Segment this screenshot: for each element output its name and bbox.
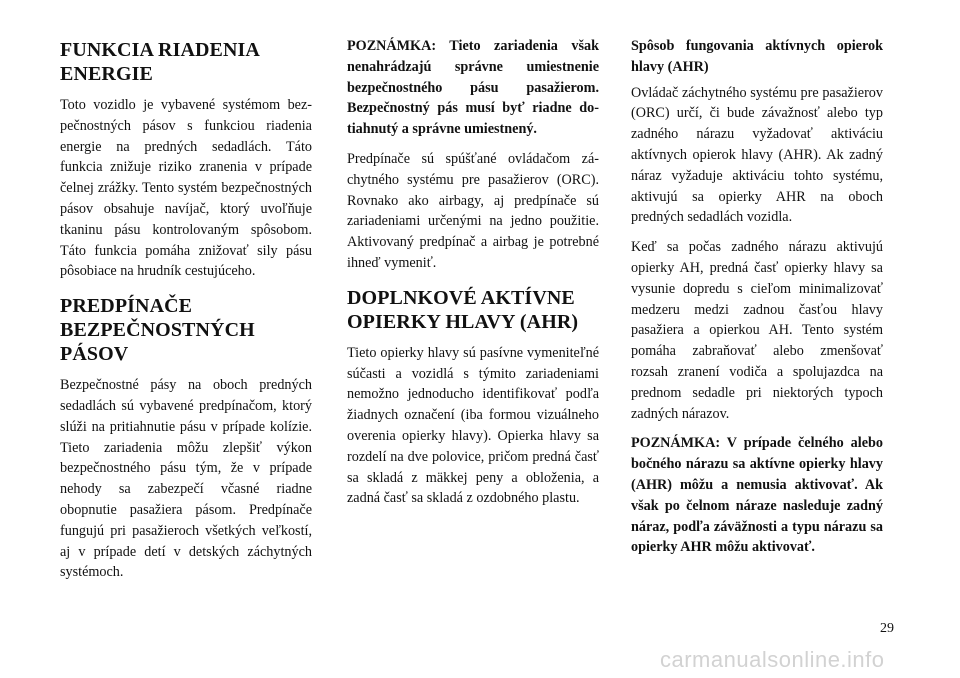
section-heading-pretensioners: PREDPÍNAČE BEZPEČNOSTNÝCH PÁSOV xyxy=(60,295,255,366)
ahr-activation-paragraph: Ovládač záchytného systému pre pasažierov (ORC) určí, či bude závažnosť alebo typ zadného nárazu vyžadovať aktiváciu aktívnych opierok hlavy (AHR). Ak zadný náraz vyžaduje aktiváciu tohto systému, aktivujú sa opierky AHR na oboch predných sedadlách vozidla. xyxy=(631,84,883,226)
subheading-ahr-operation: Spôsob fungovania aktívnych opierok hlavy (AHR) xyxy=(631,38,883,75)
head-restraints-paragraph: Tieto opierky hlavy sú pasívne vymeniteľné súčasti a vozidlá s týmito zariadeniami nemožno jednoducho identifikovať podľa žiadnych označení (iba formou vizuálneho overenia opierky hlavy). Opierka hlavy sa rozdelí na dve polovice, pričom predná časť sa skladá z mäkkej peny a obloženia, a zadná časť sa skladá z ozdobného plastu. xyxy=(347,344,599,507)
column-middle xyxy=(347,36,599,518)
orc-paragraph: Predpínače sú spúšťané ovládačom záchytného systému pre pasažierov (ORC). Rovnako ako airbagy, aj predpínače sú zariadeniami určenými na jedno použitie. Aktivovaný predpínač a airbag je potrebné ihneď vymeniť. xyxy=(347,150,599,271)
energy-management-paragraph: Toto vozidlo je vybavené systémom bezpečnostných pásov s funkciou riadenia energie na predných sedadlách. Táto funkcia znižuje riziko zranenia v prípade čelnej zrážky. Tento systém bezpečnostných pásov obsahuje navíjač, ktorý uvoľňuje tkaninu pásu kontrolovaným spôsobom. Táto funkcia pomáha znižovať sily pásu pôsobiace na hrudník cestujúceho. xyxy=(60,97,312,280)
section-heading-active-head-restraints: DOPLNKOVÉ AKTÍVNE OPIERKY HLAVY (AHR) xyxy=(347,286,579,333)
note-pretensioners: POZNÁMKA: Tieto zariadenia však nenahrádzajú správne umiestnenie bezpečnostného pásu pasažierom. Bezpečnostný pás musí byť riadne dotiahnutý a správne umiestnený. xyxy=(347,38,599,138)
note-ahr-activation: POZNÁMKA: V prípade čelného alebo bočného nárazu sa aktívne opierky hlavy (AHR) môžu a nemusia aktivovať. Ak však po čelnom náraze nasleduje zadný náraz, podľa záväžnosti a typu nárazu sa opierky AHR môžu aktivovať. xyxy=(631,435,883,556)
section-heading-energy-management: FUNKCIA RIADENIA ENERGIE xyxy=(60,39,259,85)
column-right xyxy=(631,36,883,567)
column-left xyxy=(60,36,312,592)
watermark-text: carmanualsonline.info xyxy=(660,647,885,672)
page-number: 29 xyxy=(880,621,894,636)
ahr-function-paragraph: Keď sa počas zadného nárazu aktivujú opierky AH, predná časť opierky hlavy sa vysunie dopredu s cieľom minimalizovať medzeru medzi zadnou časťou hlavy pasažiera a opierkou AH. Tento systém pomáha zabraňovať alebo zmenšovať rozsah zranení vodiča a spolujazdca na prednom sedadle pri niektorých typoch zadných nárazov. xyxy=(631,239,883,422)
pretensioners-paragraph: Bezpečnostné pásy na oboch predných sedadlách sú vybavené predpínačom, ktorý slúži na pritiahnutie pásu v prípade kolízie. Tieto zariadenia môžu zlepšiť výkon bezpečnostného pásu tým, že v prípade nehody sa zabezpečí včasné riadne obopnutie pasažiera pásom. Predpínače fungujú pri pasažieroch všetkých veľkostí, aj v prípade detí v detských záchytných systémoch. xyxy=(60,377,312,581)
